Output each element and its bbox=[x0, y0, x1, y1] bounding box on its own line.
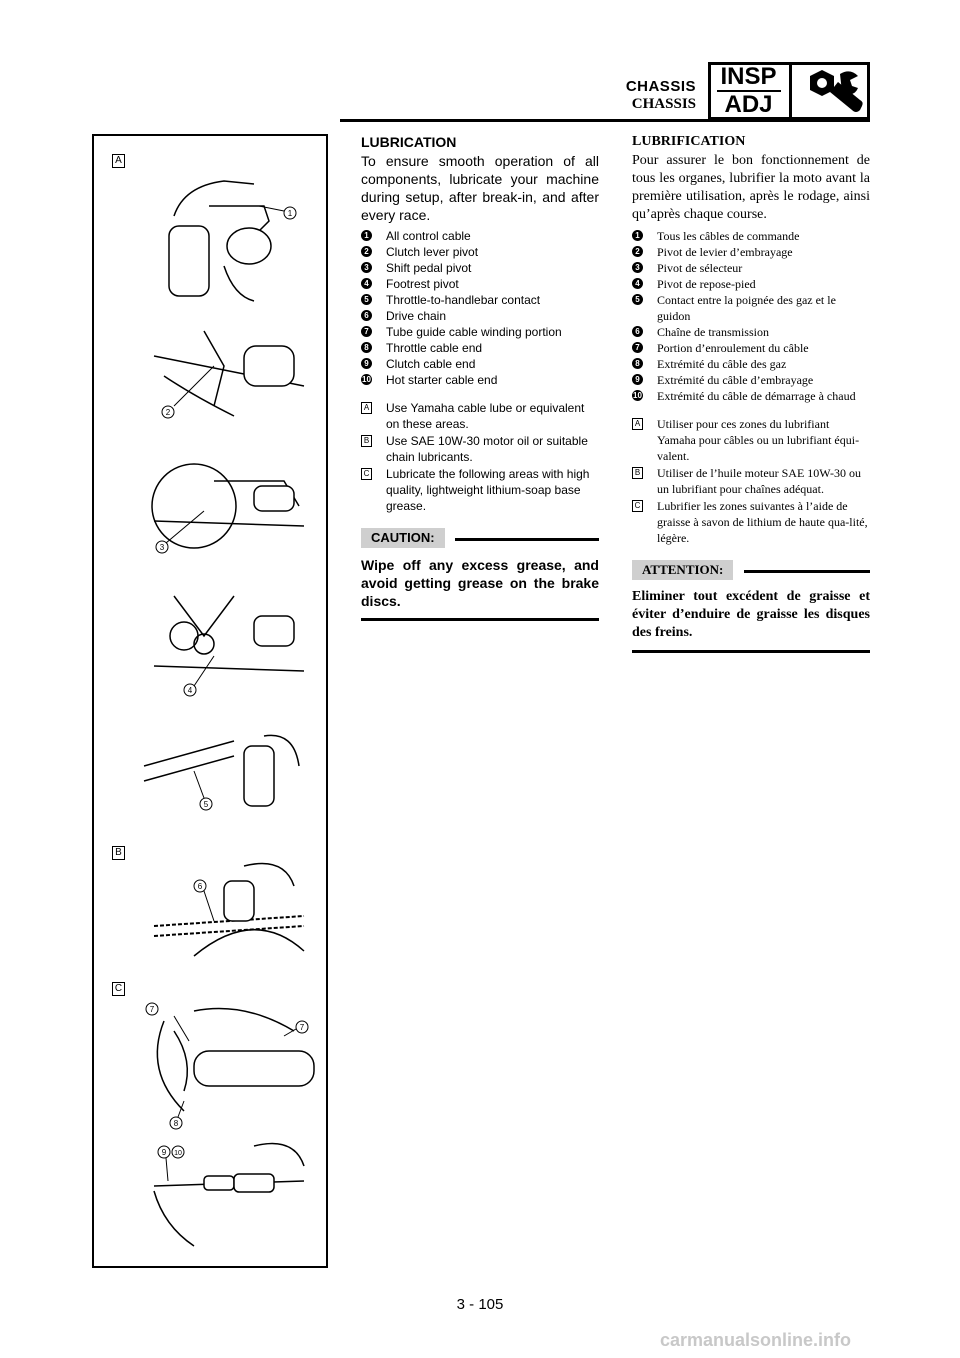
caution-label-fr: ATTENTION: bbox=[632, 560, 733, 580]
watermark: carmanualsonline.info bbox=[660, 1330, 852, 1350]
item-number: 2 bbox=[632, 246, 643, 257]
caution-header-en bbox=[361, 528, 599, 550]
illustration-drive-chain bbox=[134, 856, 324, 976]
illustration-panel bbox=[92, 134, 328, 1268]
item-number: 10 bbox=[633, 391, 642, 400]
caution-header-fr bbox=[632, 560, 870, 582]
caution-label-en: CAUTION: bbox=[361, 528, 445, 548]
note-item bbox=[632, 465, 870, 497]
item-text: Chaîne de transmission bbox=[657, 325, 769, 339]
list-item bbox=[361, 260, 599, 276]
note-item bbox=[361, 466, 599, 514]
item-number: 1 bbox=[632, 230, 643, 241]
list-item bbox=[361, 228, 599, 244]
note-text: Utiliser pour ces zones du lubrifiant Yamaha pour câbles ou un lubrifiant équi-valent. bbox=[657, 417, 860, 463]
item-number: 8 bbox=[632, 358, 643, 369]
illustration-tube-guide bbox=[134, 991, 324, 1136]
item-text: Pivot de repose-pied bbox=[657, 277, 756, 291]
callout-3: 3 bbox=[159, 543, 165, 552]
caution-text-en: Wipe off any excess grease, and avoid getting grease on the brake discs. bbox=[361, 556, 599, 621]
item-number: 6 bbox=[361, 310, 372, 321]
item-text: Tube guide cable winding portion bbox=[386, 325, 562, 339]
illustration-clutch-lever bbox=[134, 306, 324, 446]
item-number: 4 bbox=[632, 278, 643, 289]
list-item bbox=[632, 340, 870, 356]
list-item bbox=[361, 276, 599, 292]
insp-adj-badge bbox=[708, 62, 792, 120]
item-text: Portion d’enroulement du câble bbox=[657, 341, 809, 355]
item-text: Clutch lever pivot bbox=[386, 245, 479, 259]
note-text: Use SAE 10W-30 motor oil or suitable chain lubricants. bbox=[386, 434, 588, 464]
note-item bbox=[361, 433, 599, 465]
item-number: 3 bbox=[361, 262, 372, 273]
illustration-shift-pedal bbox=[134, 451, 324, 591]
list-item bbox=[632, 244, 870, 260]
callout-2: 2 bbox=[165, 408, 171, 417]
callout-5: 5 bbox=[203, 800, 209, 809]
list-item bbox=[361, 308, 599, 324]
callout-9: 9 bbox=[161, 1148, 167, 1157]
callout-10: 10 bbox=[174, 1150, 182, 1157]
list-item bbox=[361, 292, 599, 308]
list-item bbox=[361, 340, 599, 356]
list-item bbox=[632, 260, 870, 276]
column-french bbox=[632, 134, 870, 653]
list-item bbox=[632, 388, 870, 404]
item-text: Pivot de sélecteur bbox=[657, 261, 743, 275]
parts-list-en bbox=[361, 228, 599, 388]
item-text: Shift pedal pivot bbox=[386, 261, 472, 275]
badge-top: INSP bbox=[720, 63, 777, 90]
callout-7a: 7 bbox=[149, 1005, 155, 1014]
note-letter: A bbox=[632, 418, 643, 430]
item-number: 5 bbox=[632, 294, 643, 305]
caution-text-fr: Eliminer tout excédent de graisse et éviter d’enduire de graisse les disques des freins. bbox=[632, 588, 870, 653]
item-number: 5 bbox=[361, 294, 372, 305]
item-text: All control cable bbox=[386, 229, 471, 243]
item-number: 1 bbox=[361, 230, 372, 241]
item-number: 7 bbox=[632, 342, 643, 353]
item-number: 6 bbox=[632, 326, 643, 337]
item-text: Contact entre la poignée des gaz et le guidon bbox=[657, 293, 836, 323]
callout-1: 1 bbox=[287, 209, 293, 218]
list-item bbox=[632, 356, 870, 372]
section-title-en: CHASSIS bbox=[625, 78, 696, 95]
item-text: Extrémité du câble des gaz bbox=[657, 357, 787, 371]
item-number: 9 bbox=[361, 358, 372, 369]
item-number: 2 bbox=[361, 246, 372, 257]
caution-rule bbox=[744, 570, 870, 573]
list-item bbox=[361, 244, 599, 260]
callout-4: 4 bbox=[187, 686, 193, 695]
note-letter: B bbox=[632, 467, 643, 479]
list-item bbox=[632, 292, 870, 324]
item-text: Extrémité du câble de démarrage à chaud bbox=[657, 389, 856, 403]
note-letter: C bbox=[361, 468, 372, 480]
illustration-cable-lube bbox=[134, 166, 324, 306]
list-item bbox=[361, 324, 599, 340]
list-item bbox=[361, 356, 599, 372]
parts-list-fr bbox=[632, 228, 870, 404]
note-letter: A bbox=[361, 402, 372, 414]
illustration-throttle bbox=[134, 726, 324, 836]
item-text: Clutch cable end bbox=[386, 357, 476, 371]
note-letter: B bbox=[361, 435, 372, 447]
note-item bbox=[632, 498, 870, 546]
note-letter: C bbox=[632, 500, 643, 512]
figure-label-c: C bbox=[112, 982, 125, 996]
item-number: 9 bbox=[632, 374, 643, 385]
note-item bbox=[361, 400, 599, 432]
intro-paragraph-fr: Pour assurer le bon fonctionnement de tous les organes, lubrifier la moto avant la première utilisation, après le rodage, ainsi qu’après chaque course. bbox=[632, 153, 870, 222]
notes-list-fr bbox=[632, 416, 870, 546]
item-number: 8 bbox=[361, 342, 372, 353]
callout-8: 8 bbox=[173, 1119, 179, 1128]
item-text: Drive chain bbox=[386, 309, 447, 323]
badge-bottom: ADJ bbox=[724, 91, 773, 118]
wrench-nut-icon bbox=[796, 66, 866, 116]
note-text: Use Yamaha cable lube or equivalent on these areas. bbox=[386, 401, 585, 431]
item-text: Pivot de levier d’embrayage bbox=[657, 245, 793, 259]
list-item bbox=[632, 324, 870, 340]
note-text: Lubricate the following areas with high quality, lightweight lithium-soap base grease. bbox=[386, 467, 590, 513]
item-text: Hot starter cable end bbox=[386, 373, 498, 387]
callout-6: 6 bbox=[197, 882, 203, 891]
item-text: Throttle-to-handlebar contact bbox=[386, 293, 541, 307]
list-item bbox=[632, 276, 870, 292]
intro-paragraph-en: To ensure smooth operation of all components, lubricate your machine during setup, after break-in, and after every race. bbox=[361, 153, 599, 223]
section-heading-fr: LUBRIFICATION bbox=[632, 134, 746, 149]
note-text: Utiliser de l’huile moteur SAE 10W-30 ou un lubrifiant pour chaînes adéquat. bbox=[657, 466, 861, 496]
item-number: 3 bbox=[632, 262, 643, 273]
page-number: 3 - 105 bbox=[456, 1296, 504, 1313]
item-text: Extrémité du câble d’embrayage bbox=[657, 373, 814, 387]
section-heading-en: LUBRICATION bbox=[361, 134, 457, 150]
item-number: 7 bbox=[361, 326, 372, 337]
item-text: Throttle cable end bbox=[386, 341, 483, 355]
illustration-cable-ends bbox=[134, 1136, 324, 1256]
item-number: 4 bbox=[361, 278, 372, 289]
item-number: 10 bbox=[362, 375, 371, 384]
item-text: Footrest pivot bbox=[386, 277, 459, 291]
figure-label-a: A bbox=[112, 154, 125, 168]
column-english bbox=[361, 134, 599, 621]
note-item bbox=[632, 416, 870, 464]
list-item bbox=[632, 372, 870, 388]
list-item bbox=[632, 228, 870, 244]
item-text: Tous les câbles de commande bbox=[657, 229, 800, 243]
callout-7b: 7 bbox=[299, 1023, 305, 1032]
illustration-footrest bbox=[134, 586, 324, 716]
caution-rule bbox=[455, 538, 599, 541]
note-text: Lubrifier les zones suivantes à l’aide de graisse à savon de lithium de haute qua-lité, légère. bbox=[657, 499, 868, 545]
figure-label-b: B bbox=[112, 846, 125, 860]
list-item bbox=[361, 372, 599, 388]
section-title-fr: CHASSIS bbox=[631, 96, 696, 112]
notes-list-en bbox=[361, 400, 599, 514]
